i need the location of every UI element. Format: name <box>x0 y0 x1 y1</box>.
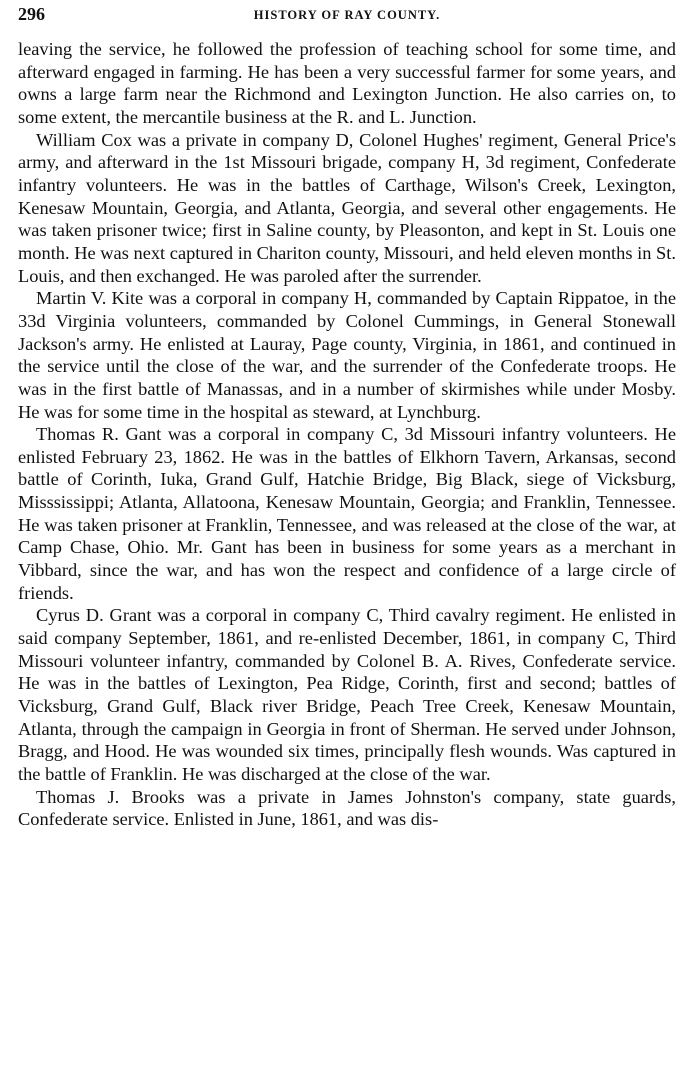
paragraph-william-cox: William Cox was a private in company D, Colonel Hughes' regiment, General Price's army, and afterward in the 1st Missouri brigade, company H, 3d regiment, Confederate infantry volunteers. He was in the battles of Carthage, Wilson's Creek, Lexington, Kenesaw Mountain, Georgia, and Atlanta, Georgia, and several other engagements. He was taken prisoner twice; first in Saline county, by Pleasonton, and kept in St. Louis one month. He was next captured in Chariton county, Missouri, and held eleven months in St. Louis, and then exchanged. He was paroled after the surrender. <box>18 129 676 286</box>
paragraph-martin-kite: Martin V. Kite was a corporal in company H, commanded by Captain Rippatoe, in the 33d Virginia volunteers, commanded by Colonel Cummings, in General Stonewall Jackson's army. He enlisted at Lauray, Page county, Virginia, in 1861, and continued in the service until the close of the war, and the surrender of the Confederate troops. He was in the first battle of Manassas, and in a number of skirmishes while under Mosby. He was for some time in the hospital as steward, at Lynchburg. <box>18 288 676 422</box>
paragraph-continuation: leaving the service, he followed the profession of teaching school for some time, and afterward engaged in farming. He has been a very successful farmer for some years, and owns a large farm near the Richmond and Lexington Junction. He also carries on, to some extent, the mercantile business at the R. and L. Junction. <box>18 39 676 127</box>
paragraph-thomas-brooks: Thomas J. Brooks was a private in James Johnston's company, state guards, Confederate service. Enlisted in June, 1861, and was dis- <box>18 786 676 830</box>
paragraph-cyrus-grant: Cyrus D. Grant was a corporal in company C, Third cavalry regiment. He enlisted in said company September, 1861, and re-enlisted December, 1861, in company C, Third Missouri volunteer infantry, commanded by Colonel B. A. Rives, Confederate service. He was in the battles of Lexington, Pea Ridge, Corinth, first and second; battles of Vicksburg, Grand Gulf, Black river Bridge, Peach Tree Creek, Kenesaw Mountain, Atlanta, through the campaign in Georgia in front of Sherman. He served under Johnson, Bragg, and Hood. He was wounded six times, principally flesh wounds. Was captured in the battle of Franklin. He was discharged at the close of the war. <box>18 605 676 784</box>
running-head <box>18 4 676 38</box>
page-number: 296 <box>18 4 45 24</box>
header-title: HISTORY OF RAY COUNTY. <box>253 8 441 22</box>
body-text <box>18 38 676 831</box>
paragraph-thomas-gant: Thomas R. Gant was a corporal in company C, 3d Missouri infantry volunteers. He enlisted February 23, 1862. He was in the battles of Elkhorn Tavern, Arkansas, second battle of Corinth, Iuka, Grand Gulf, Hatchie Bridge, Big Black, siege of Vicksburg, Misssissippi; Atlanta, Allatoona, Kenesaw Mountain, Georgia; and Franklin, Tennessee. He was taken prisoner at Franklin, Tennessee, and was released at the close of the war, at Camp Chase, Ohio. Mr. Gant has been in business for some years as a merchant in Vibbard, since the war, and has won the respect and confidence of a large circle of friends. <box>18 424 676 603</box>
